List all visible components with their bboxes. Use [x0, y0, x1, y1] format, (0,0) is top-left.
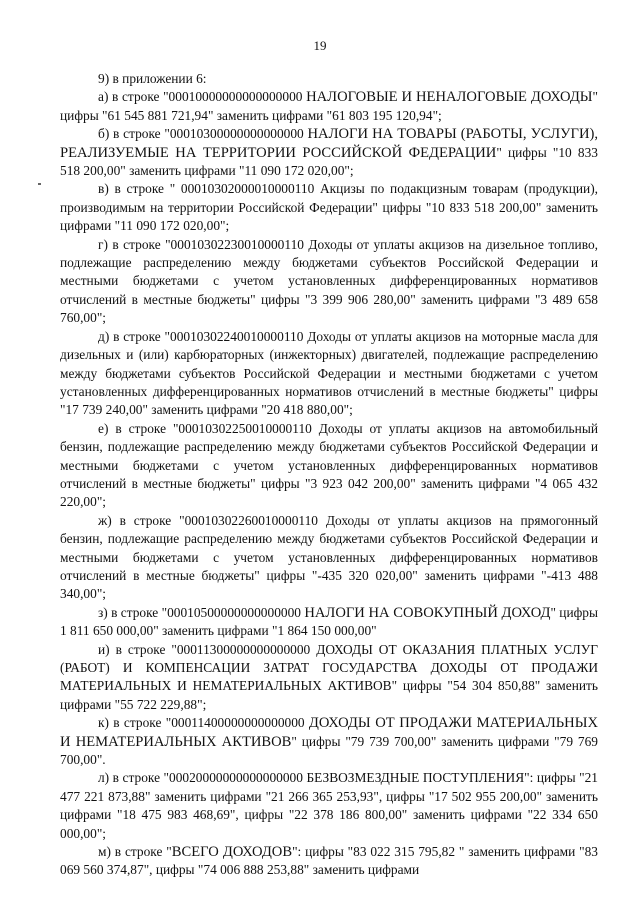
paragraph-b-lead: б) в строке "00010300000000000000: [98, 126, 308, 142]
paragraph-m-tail: ": цифры "83 022 315 795,82 " заменить цифрами "83 069 560 374,87", цифры "74 006 888 253,88" заменить цифрами: [60, 844, 598, 878]
paragraph-l: л) в строке "00020000000000000000 БЕЗВОЗМЕЗДНЫЕ ПОСТУПЛЕНИЯ": цифры "21 477 221 873,88" заменить цифрами "21 266 365 253,93", цифры "17 502 955 200,00" заменить цифрами "18 475 983 468,69", цифры "22 378 186 800,00" заменить цифрами "22 334 650 000,00";: [60, 770, 598, 841]
paragraph-m-caps: ВСЕГО ДОХОДОВ: [171, 844, 293, 861]
paragraph-m: [60, 843, 598, 880]
paragraph-b: [60, 125, 598, 180]
margin-mark: [38, 183, 41, 185]
paragraph-e: е) в строке "00010302250010000110 Доходы от уплаты акцизов на автомобильный бензин, подлежащие распределению между бюджетами субъектов Российской Федерации и местными бюджетами с учетом установленных дифференцированных нормативов отчислений в местные бюджеты" цифры "3 923 042 200,00" заменить цифрами "4 065 432 220,00";: [60, 420, 598, 510]
paragraph-k-caps: ДОХОДЫ ОТ ПРОДАЖИ МАТЕРИАЛЬНЫХ И НЕМАТЕРИАЛЬНЫХ АКТИВОВ: [60, 715, 598, 750]
paragraph-a-caps: НАЛОГОВЫЕ И НЕНАЛОГОВЫЕ ДОХОДЫ: [306, 89, 593, 106]
paragraph-g: г) в строке "00010302230010000110 Доходы от уплаты акцизов на дизельное топливо, подлежащие распределению между бюджетами субъектов Российской Федерации и местными бюджетами с учетом установленных дифференцированных нормативов отчислений в местные бюджеты" цифры "3 399 906 280,00" заменить цифрами "3 489 658 760,00";: [60, 236, 598, 326]
paragraph-k-lead: к) в строке "00011400000000000000: [98, 715, 309, 731]
paragraph-z-tail: " цифры 1 811 650 000,00" заменить цифрами "1 864 150 000,00": [60, 604, 598, 639]
paragraph-z: [60, 604, 598, 641]
paragraph-a: [60, 88, 598, 125]
paragraph-b-tail: " цифры "10 833 518 200,00" заменить цифрами "11 090 172 020,00";: [60, 144, 598, 179]
page-number: 19: [313, 38, 327, 53]
paragraph-m-lead: м) в строке ": [98, 844, 172, 860]
intro-line: 9) в приложении 6:: [98, 71, 207, 86]
paragraph-k-tail: " цифры "79 739 700,00" заменить цифрами "79 769 700,00".: [60, 733, 598, 768]
paragraph-v: в) в строке " 00010302000010000110 Акцизы по подакцизным товарам (продукции), производимым на территории Российской Федерации" цифры "10 833 518 200,00" заменить цифрами "11 090 172 020,00";: [60, 181, 598, 234]
paragraph-k: [60, 714, 598, 769]
paragraph-d: д) в строке "00010302240010000110 Доходы от уплаты акцизов на моторные масла для дизельных и (или) карбюраторных (инжекторных) двигателей, подлежащие распределению между бюджетами субъектов Российской Федерации и местными бюджетами с учетом установленных дифференцированных нормативов отчислений в местные бюджеты" цифры "17 739 240,00" заменить цифрами "20 418 880,00";: [60, 328, 598, 418]
paragraph-z-lead: з) в строке "00010500000000000000: [98, 604, 305, 620]
paragraph-a-lead: а) в строке "00010000000000000000: [98, 89, 307, 105]
paragraph-zh: ж) в строке "00010302260010000110 Доходы от уплаты акцизов на прямогонный бензин, подлежащие распределению между бюджетами субъектов Российской Федерации и местными бюджетами с учетом установленных дифференцированных нормативов отчислений в местные бюджеты" цифры "-435 320 020,00" заменить цифрами "-413 488 340,00";: [60, 512, 598, 602]
paragraph-i: и) в строке "00011300000000000000 ДОХОДЫ ОТ ОКАЗАНИЯ ПЛАТНЫХ УСЛУГ (РАБОТ) И КОМПЕНСАЦИИ ЗАТРАТ ГОСУДАРСТВА ДОХОДЫ ОТ ПРОДАЖИ МАТЕРИАЛЬНЫХ И НЕМАТЕРИАЛЬНЫХ АКТИВОВ" цифры "54 304 850,88" заменить цифрами "55 722 229,88";: [60, 641, 598, 712]
paragraph-b-caps: НАЛОГИ НА ТОВАРЫ (РАБОТЫ, УСЛУГИ), РЕАЛИЗУЕМЫЕ НА ТЕРРИТОРИИ РОССИЙСКОЙ ФЕДЕРАЦИИ: [60, 126, 598, 161]
paragraph-a-tail: " цифры "61 545 881 721,94" заменить цифрами "61 803 195 120,94";: [60, 89, 599, 123]
page-content: [60, 70, 598, 880]
paragraph-z-caps: НАЛОГИ НА СОВОКУПНЫЙ ДОХОД: [304, 604, 551, 621]
